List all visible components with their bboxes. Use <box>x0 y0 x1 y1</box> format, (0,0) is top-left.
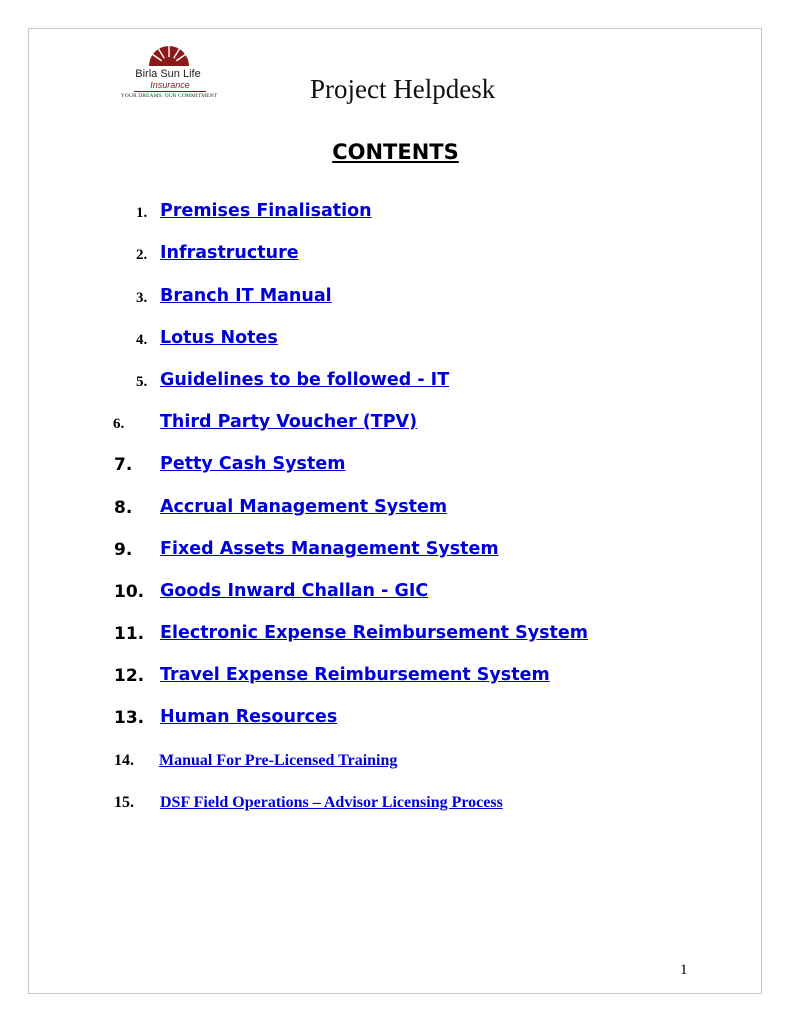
logo-rule <box>134 91 206 92</box>
toc-item-number: 15. <box>114 794 134 811</box>
toc-item <box>0 496 791 524</box>
toc-link-petty-cash-system[interactable]: Petty Cash System <box>160 454 346 474</box>
sun-logo-icon <box>146 44 192 68</box>
toc-link-branch-it-manual[interactable]: Branch IT Manual <box>160 286 332 306</box>
toc-link-dsf-field-operations[interactable]: DSF Field Operations – Advisor Licensing Process <box>160 794 503 811</box>
toc-item-number: 6. <box>113 416 125 432</box>
toc-item-number: 8. <box>114 498 133 518</box>
contents-heading: CONTENTS <box>332 140 459 164</box>
toc-item <box>0 369 791 397</box>
document-title: Project Helpdesk <box>310 74 496 104</box>
toc-link-guidelines-it[interactable]: Guidelines to be followed - IT <box>160 370 450 390</box>
toc-item <box>0 622 791 650</box>
toc-item <box>0 327 791 355</box>
logo-company-name: Birla Sun Life <box>135 68 201 80</box>
toc-item <box>0 791 791 819</box>
toc-item-number: 14. <box>114 752 134 769</box>
company-logo <box>114 44 224 102</box>
logo-tagline: YOUR DREAMS. OUR COMMITMENT <box>120 93 218 99</box>
toc-link-lotus-notes[interactable]: Lotus Notes <box>160 328 278 348</box>
toc-link-accrual-management-system[interactable]: Accrual Management System <box>160 497 448 517</box>
toc-item <box>0 200 791 228</box>
toc-link-third-party-voucher[interactable]: Third Party Voucher (TPV) <box>160 412 418 432</box>
logo-company-sub: Insurance <box>150 80 190 90</box>
toc-item-number: 4. <box>136 332 148 348</box>
toc-item <box>0 453 791 481</box>
toc-item <box>0 242 791 270</box>
toc-item-number: 3. <box>136 290 148 306</box>
toc-item-number: 12. <box>114 666 145 686</box>
toc-item <box>0 580 791 608</box>
toc-item-number: 1. <box>136 205 148 221</box>
toc-item <box>0 706 791 734</box>
toc-item-number: 11. <box>114 624 145 644</box>
toc-link-human-resources[interactable]: Human Resources <box>160 707 338 727</box>
toc-link-infrastructure[interactable]: Infrastructure <box>160 243 299 263</box>
toc-item-number: 5. <box>136 374 148 390</box>
toc-item-number: 2. <box>136 247 148 263</box>
toc-link-fixed-assets-management[interactable]: Fixed Assets Management System <box>160 539 499 559</box>
toc-item <box>0 285 791 313</box>
toc-item-number: 7. <box>114 455 133 475</box>
toc-link-goods-inward-challan[interactable]: Goods Inward Challan - GIC <box>160 581 429 601</box>
toc-link-premises-finalisation[interactable]: Premises Finalisation <box>160 201 372 221</box>
toc-link-electronic-expense-reimbursement[interactable]: Electronic Expense Reimbursement System <box>160 623 589 643</box>
toc-link-travel-expense-reimbursement[interactable]: Travel Expense Reimbursement System <box>160 665 550 685</box>
toc-item <box>0 749 791 777</box>
toc-item-number: 13. <box>114 708 145 728</box>
toc-item <box>0 664 791 692</box>
toc-item <box>0 538 791 566</box>
toc-item-number: 9. <box>114 540 133 560</box>
toc-link-pre-licensed-training[interactable]: Manual For Pre-Licensed Training <box>159 752 398 769</box>
page-number: 1 <box>680 962 688 978</box>
toc-item <box>0 411 791 439</box>
toc-item-number: 10. <box>114 582 145 602</box>
